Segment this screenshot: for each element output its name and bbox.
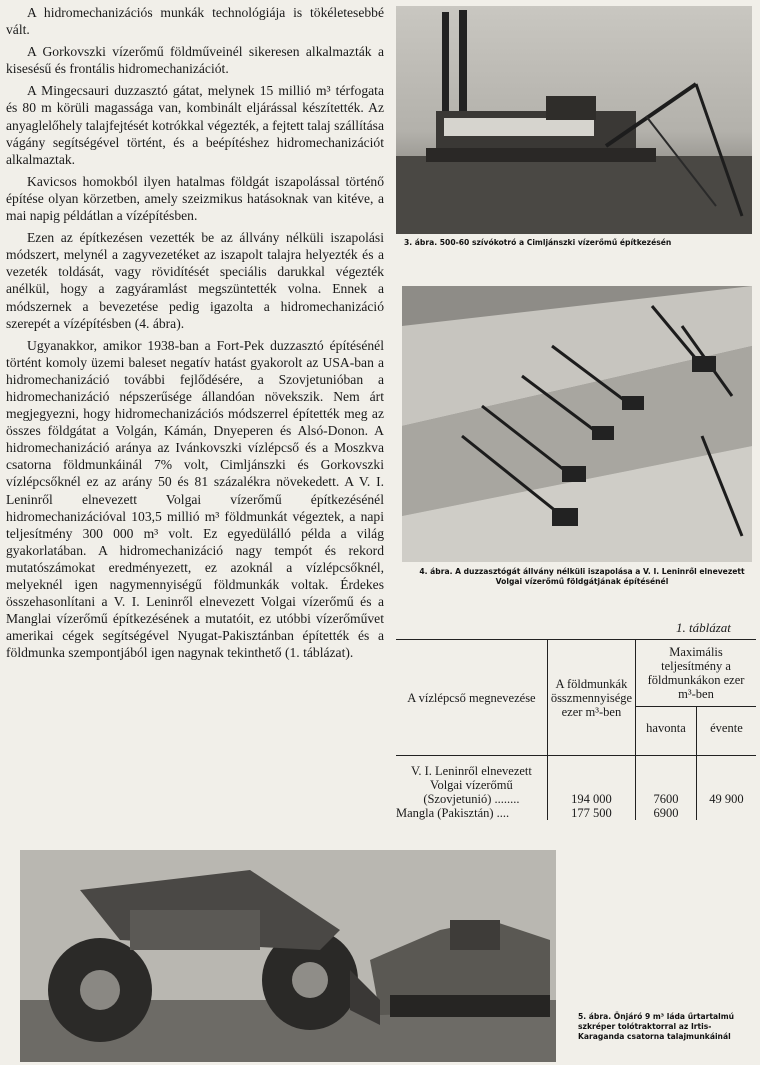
article-text-column [6, 4, 384, 666]
row-total: 177 500 [547, 806, 635, 820]
paragraph: Kavicsos homokból ilyen hatalmas földgát iszapolással történő építése olyan körzetben, amely szeizmikus hatásoknak van kitéve, a mai napig példátlan a vízépítésben. [6, 173, 384, 224]
col-header-total: A földmunkák összmennyisége ezer m³-ben [547, 640, 635, 756]
table-row [396, 806, 756, 820]
table-label: 1. táblázat [676, 620, 731, 635]
comparison-table [396, 639, 756, 820]
table-row [396, 756, 756, 807]
paragraph: A hidromechanizációs munkák technológiája is tökéletesebbé vált. [6, 5, 384, 38]
col-header-monthly: havonta [636, 707, 697, 756]
col-header-name: A vízlépcső megnevezése [396, 640, 547, 756]
col-header-max: Maximális teljesítmény a földmunkákon ezer m³-ben [636, 640, 756, 707]
row-yearly [696, 806, 756, 820]
figure-3-caption: 3. ábra. 500-60 szívókotró a Cimljánszki vízerőmű építkezésén [404, 238, 672, 247]
figure-3-dredger-photo [396, 6, 752, 234]
row-name: Mangla (Pakisztán) .... [396, 806, 510, 820]
paragraph: A Gorkovszki vízerőmű földműveinél sikeresen alkalmazták a kisesésű és frontális hidromechanizációt. [6, 44, 384, 77]
figure-5-scraper-photo [20, 850, 556, 1062]
figure-5-caption: 5. ábra. Önjáró 9 m³ láda űrtartalmú szkréper tolótraktorral az Irtis-Karaganda csatorna talajmunkáinál [578, 1012, 735, 1041]
row-monthly: 6900 [636, 806, 697, 820]
paragraph: A Mingecsauri duzzasztó gátat, melynek 15 millió m³ térfogata és 80 m körüli magassága van, kombinált eljárással készítették. Az anyaglelőhely talajfejtését kotrókkal végezték, a fejtett talaj szállítása vágány segítségével történt, és a beépítéshez hidromechanizációt alkalmaztak. [6, 83, 384, 167]
paragraph: Ezen az építkezésen vezették be az állvány nélküli iszapolási módszert, melynél a zagyvezetéket az iszapolt talajra helyezték és a vezeték toldását, vagy rövidítését speciális darukkal végezték anélkül, hogy a zagyáramlást megszüntették volna. Ennek a módszernek a bevezetése pedig igazolta a hidromechanizáció szerepét a vízépítésben (4. ábra). [6, 230, 384, 331]
figure-4-dam-photo [402, 286, 752, 562]
row-monthly: 7600 [636, 756, 697, 807]
row-name: V. I. Leninről elnevezett Volgai vízerőmű (Szovjetunió) ........ [410, 764, 532, 806]
figure-4-caption: 4. ábra. A duzzasztógát állvány nélküli iszapolása a V. I. Leninről elnevezett Volgai vízerőmű földgátjának építésénél [419, 567, 745, 586]
row-yearly: 49 900 [696, 756, 756, 807]
row-total: 194 000 [547, 756, 635, 807]
paragraph: Ugyanakkor, amikor 1938-ban a Fort-Pek duzzasztó építésénél történt komoly üzemi baleset negatív hatást gyakorolt az USA-ban a hidromechanizáció további fejlődésére, a Szovjetunióban a hidromechanizáció népszerűsége állandóan növekszik. Nem árt megjegyezni, hogy hidromechanizációs módszerrel építették meg az összes földgátat a Volgán, Kámán, Dnyeperen és Alsó-Donon. A hidromechanizáció aránya az Ivánkovszki vízlépcső és a Moszkva csatorna földmunkáinál 7% volt, Cimljánszki és Gorkovszki vízlépcsőknél ez az arány 50 és 81 százalékra növekedett. A V. I. Leninről elnevezett Volgai vízerőmű építkezésénél hidromechanizációval 103,5 millió m³ földmunkát végeztek, a napi teljesítmény 300 000 m³ volt. Ez egyedülálló példa a világ gyakorlatában. A hidromechanizáció nagy tempót és rekord mutatószámokat eredményezett, ez azoknál a vízlépcsőknél, melyeknél igen nagymennyiségű földmunkák voltak. Érdekes összehasonlítani a V. I. Leninről elnevezett Volgai vízerőmű és a Manglai vízerőmű építkezésének a mutatóit, ez utóbbi vízerőművet amerikai cégek segítségével Nyugat-Pakisztánban építették és a földmunka szempontjából igen nagynak tekinthető (1. táblázat). [6, 337, 384, 661]
col-header-yearly: évente [696, 707, 756, 756]
